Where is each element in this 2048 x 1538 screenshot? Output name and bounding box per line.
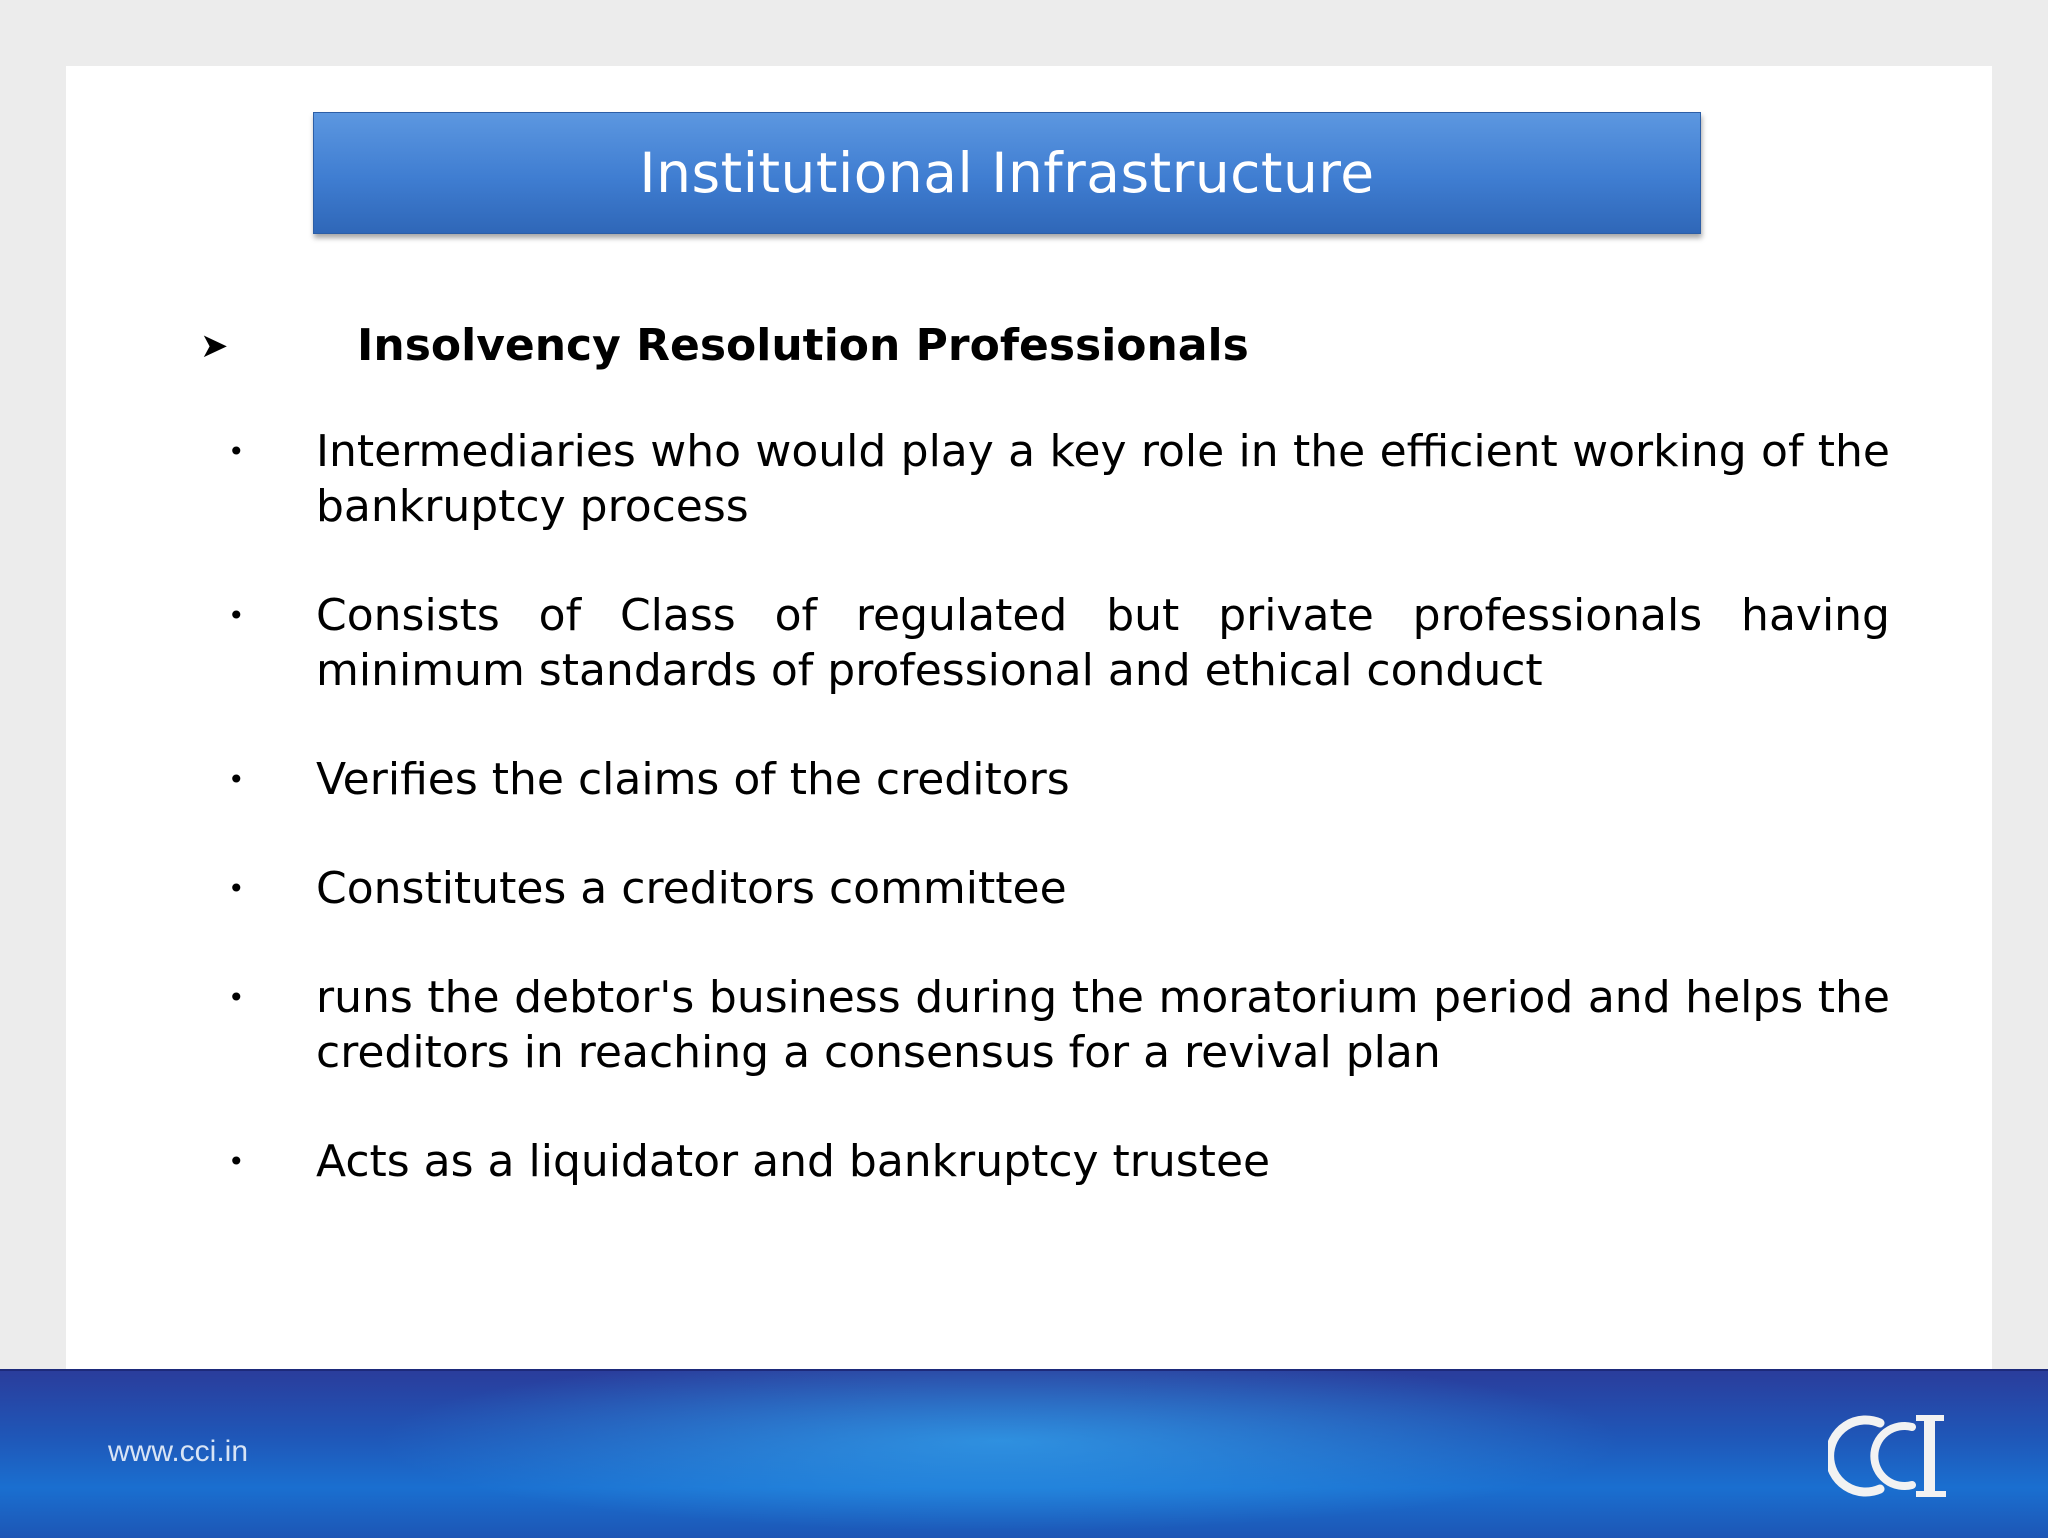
- list-item: [220, 861, 1890, 916]
- arrowhead-bullet-icon: ➤: [200, 326, 229, 366]
- slide-title: Institutional Infrastructure: [639, 141, 1375, 205]
- bullet-list: [220, 424, 1890, 1243]
- list-item-text: Acts as a liquidator and bankruptcy trustee: [316, 1136, 1271, 1187]
- cci-logo-icon: [1828, 1411, 1958, 1501]
- bullet-dot-icon: •: [228, 981, 245, 1014]
- list-item: [220, 424, 1890, 534]
- bullet-dot-icon: •: [228, 599, 245, 632]
- list-item-text: Constitutes a creditors committee: [316, 863, 1067, 914]
- bullet-dot-icon: •: [228, 872, 245, 905]
- list-item-text: Verifies the claims of the creditors: [316, 754, 1070, 805]
- bullet-dot-icon: •: [228, 435, 245, 468]
- list-item-text: Consists of Class of regulated but private professionals having minimum standards of professional and ethical conduct: [316, 590, 1890, 696]
- footer-url: www.cci.in: [108, 1435, 249, 1468]
- section-heading: [200, 316, 1249, 376]
- list-item: [220, 1134, 1890, 1189]
- list-item: [220, 752, 1890, 807]
- list-item: [220, 970, 1890, 1080]
- footer-band: [0, 1369, 2048, 1538]
- list-item-text: Intermediaries who would play a key role in the efficient working of the bankruptcy process: [316, 426, 1890, 532]
- list-item: [220, 588, 1890, 698]
- bullet-dot-icon: •: [228, 1145, 245, 1178]
- bullet-dot-icon: •: [228, 763, 245, 796]
- list-item-text: runs the debtor's business during the moratorium period and helps the creditors in reaching a consensus for a revival plan: [316, 972, 1890, 1078]
- section-heading-text: Insolvency Resolution Professionals: [357, 320, 1249, 371]
- title-banner: [313, 112, 1701, 234]
